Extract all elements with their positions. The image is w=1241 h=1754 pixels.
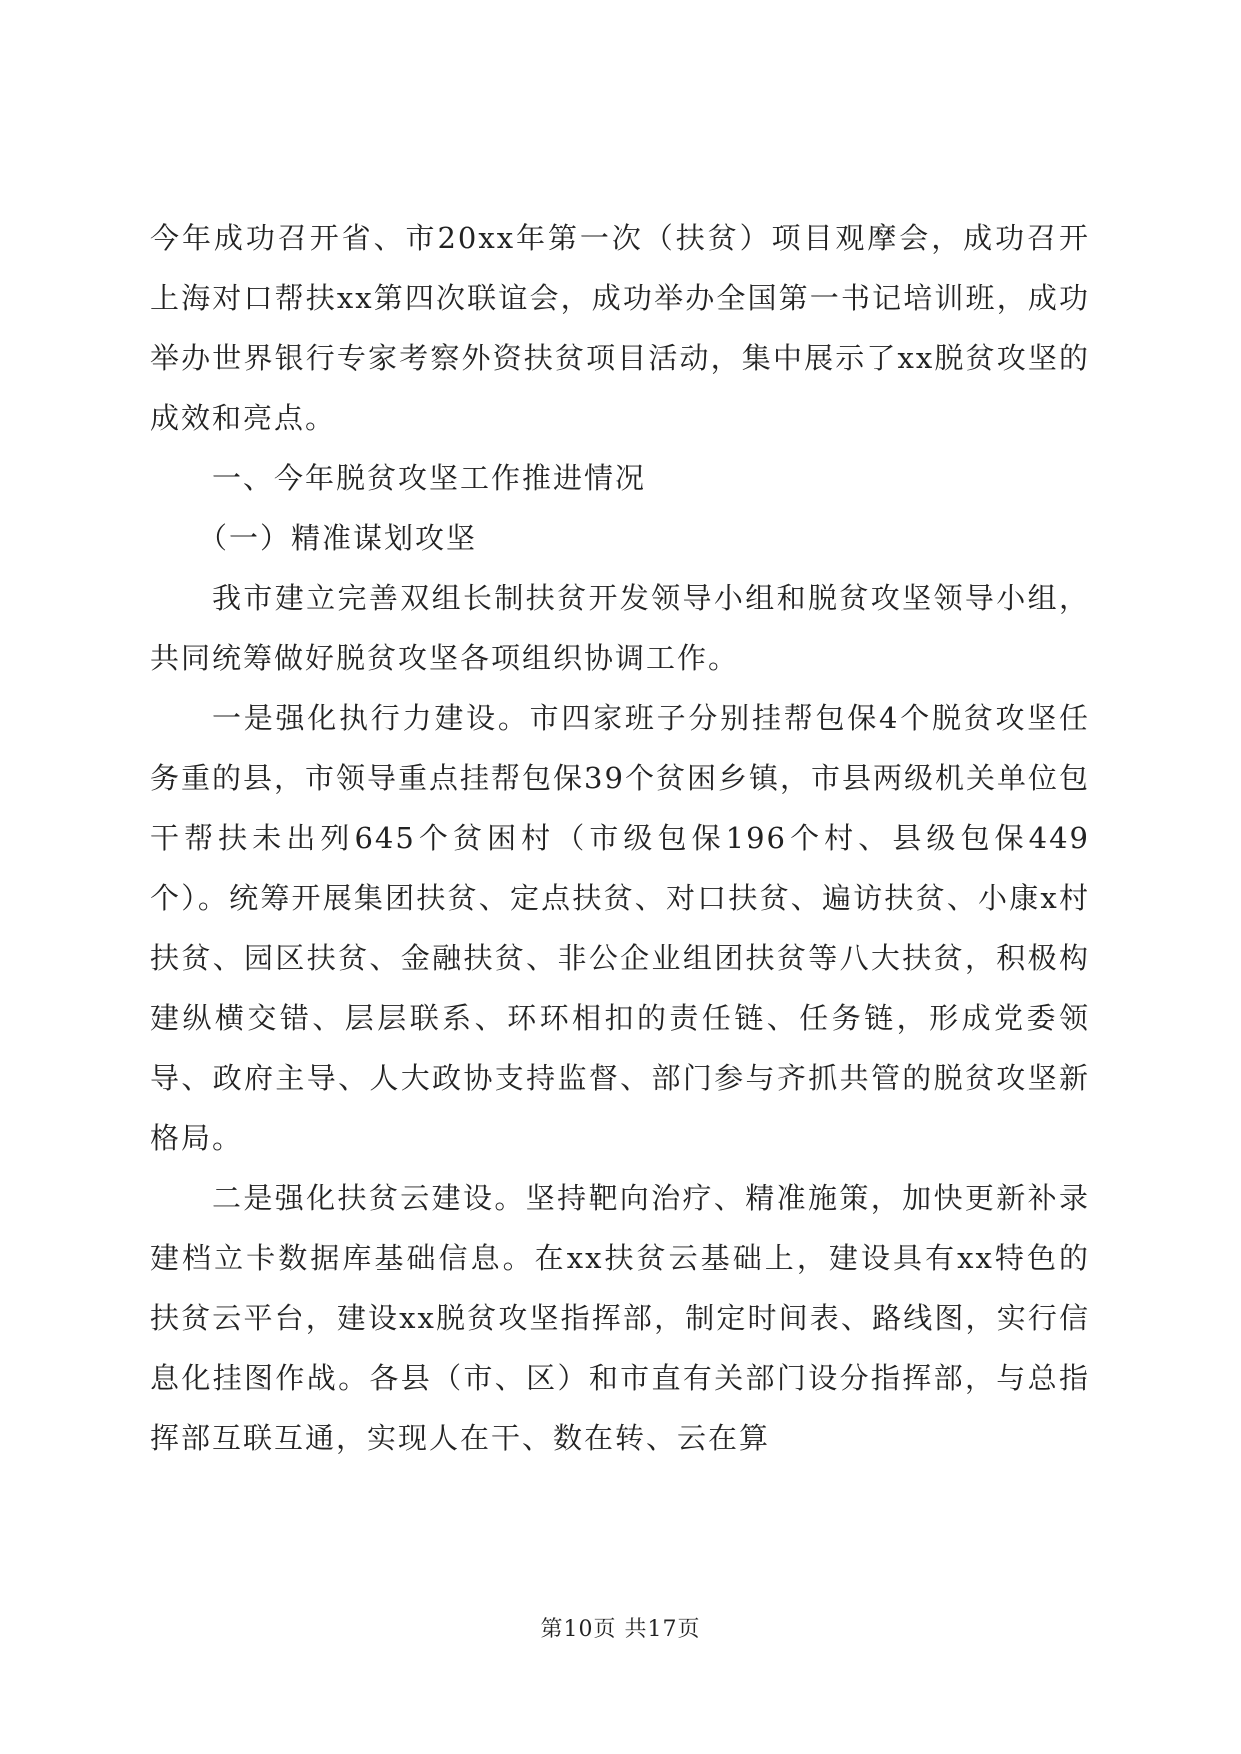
paragraph-cloud: 二是强化扶贫云建设。坚持靶向治疗、精准施策，加快更新补录建档立卡数据库基础信息。在xx扶贫云基础上，建设具有xx特色的扶贫云平台，建设xx脱贫攻坚指挥部，制定时间表、路线图，实行信息化挂图作战。各县（市、区）和市直有关部门设分指挥部，与总指挥部互联互通，实现人在干、数在转、云在算 [150,1181,1090,1455]
paragraph-execution: 一是强化执行力建设。市四家班子分别挂帮包保4个脱贫攻坚任务重的县，市领导重点挂帮包保39个贫困乡镇，市县两级机关单位包干帮扶未出列645个贫困村（市级包保196个村、县级包保449个）。统筹开展集团扶贫、定点扶贫、对口扶贫、遍访扶贫、小康x村扶贫、园区扶贫、金融扶贫、非公企业组团扶贫等八大扶贫，积极构建纵横交错、层层联系、环环相扣的责任链、任务链，形成党委领导、政府主导、人大政协支持监督、部门参与齐抓共管的脱贫攻坚新格局。 [150,701,1090,1155]
page-footer: 第10页 共17页 [540,1617,701,1642]
section-heading: 一、今年脱贫攻坚工作推进情况 [212,461,647,495]
paragraph-intro: 今年成功召开省、市20xx年第一次（扶贫）项目观摩会，成功召开上海对口帮扶xx第四次联谊会，成功举办全国第一书记培训班，成功举办世界银行专家考察外资扶贫项目活动，集中展示了xx脱贫攻坚的成效和亮点。 [150,221,1090,435]
subsection-heading: （一）精准谋划攻坚 [198,521,478,555]
document-body [150,208,1090,1468]
paragraph-leadership: 我市建立完善双组长制扶贫开发领导小组和脱贫攻坚领导小组，共同统筹做好脱贫攻坚各项组织协调工作。 [150,581,1090,675]
